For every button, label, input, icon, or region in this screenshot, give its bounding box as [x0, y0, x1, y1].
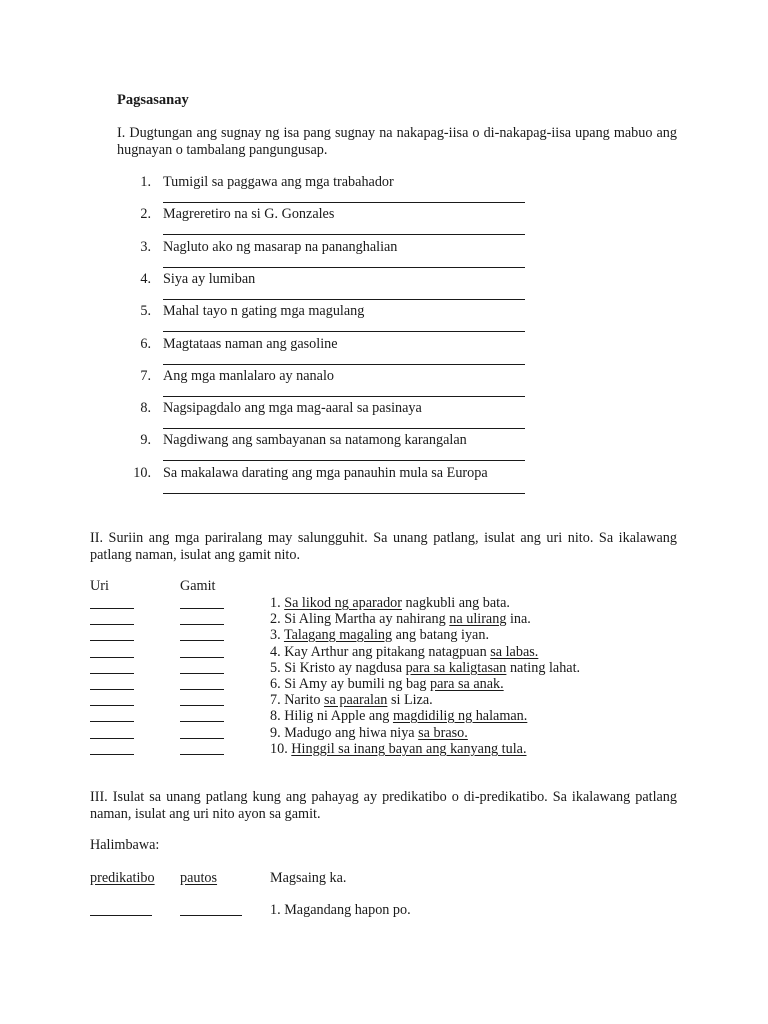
gamit-blank[interactable]: [180, 608, 224, 609]
uri-blank[interactable]: [90, 640, 134, 641]
part1-answer-line[interactable]: [163, 299, 525, 300]
underlined-phrase: para sa kaligtasan: [405, 660, 507, 676]
part1-item-text: Tumigil sa paggawa ang mga trabahador: [163, 174, 394, 190]
part2-item-text: si Liza.: [387, 692, 433, 708]
part1-item-number: 6.: [140, 336, 151, 352]
part1-item-number: 2.: [140, 206, 151, 222]
part1-item-text: Nagsipagdalo ang mga mag-aaral sa pasinaya: [163, 400, 422, 416]
uri-blank[interactable]: [90, 754, 134, 755]
part3-item-1: 1. Magandang hapon po.: [270, 902, 411, 918]
part1-item-number: 8.: [140, 400, 151, 416]
underlined-phrase: magdidilig ng halaman.: [392, 708, 528, 724]
part2-item: [270, 627, 489, 643]
part1-answer-line[interactable]: [163, 428, 525, 429]
part1-instruction: I. Dugtungan ang sugnay ng isa pang sugnay na nakapag-iisa o di-nakapag-iisa upang mabuo ang hugnayan o tambalang pangungusap.: [117, 125, 677, 158]
example-label: Halimbawa:: [90, 837, 160, 853]
part1-item-text: Mahal tayo n gating mga magulang: [163, 303, 365, 319]
gamit-blank[interactable]: [180, 705, 224, 706]
part1-item-number: 3.: [140, 239, 151, 255]
column-header-uri: Uri: [90, 578, 109, 594]
part1-item-number: 5.: [140, 303, 151, 319]
part2-item: [270, 741, 527, 757]
part1-answer-line[interactable]: [163, 234, 525, 235]
uri-blank[interactable]: [90, 705, 134, 706]
part1-item-text: Nagluto ako ng masarap na pananghalian: [163, 239, 398, 255]
part1-item-number: 10.: [133, 465, 151, 481]
underlined-phrase: sa labas.: [490, 644, 539, 660]
part2-item: [270, 660, 580, 676]
part2-item-text: nating lahat.: [506, 660, 581, 676]
page-title: Pagsasanay: [117, 92, 189, 108]
uri-blank[interactable]: [90, 624, 134, 625]
part2-item: [270, 692, 433, 708]
uri-blank[interactable]: [90, 738, 134, 739]
part1-item-number: 1.: [140, 174, 151, 190]
uri-blank[interactable]: [90, 657, 134, 658]
part2-item-text: ang batang iyan.: [392, 627, 489, 643]
part2-item-text: nagkubli ang bata.: [402, 595, 510, 611]
underlined-phrase: Hinggil sa inang bayan ang kanyang tula.: [291, 741, 527, 757]
part3-instruction: III. Isulat sa unang patlang kung ang pahayag ay predikatibo o di-predikatibo. Sa ikalawang patlang naman, isulat ang uri nito ayon sa gamit.: [90, 789, 677, 822]
gamit-blank[interactable]: [180, 738, 224, 739]
part2-item-text: 1.: [270, 595, 285, 611]
gamit-blank[interactable]: [180, 673, 224, 674]
part1-item-text: Sa makalawa darating ang mga panauhin mula sa Europa: [163, 465, 488, 481]
part2-item: [270, 595, 510, 611]
part1-item-number: 9.: [140, 432, 151, 448]
part1-item-text: Nagdiwang ang sambayanan sa natamong karangalan: [163, 432, 467, 448]
underlined-phrase: sa paaralan: [323, 692, 388, 708]
part1-item-text: Ang mga manlalaro ay nanalo: [163, 368, 334, 384]
example-answer-predikatibo: predikatibo: [90, 870, 155, 886]
gamit-blank[interactable]: [180, 721, 224, 722]
underlined-phrase: para sa anak.: [430, 676, 504, 692]
part3-blank-2[interactable]: [180, 915, 242, 916]
gamit-blank[interactable]: [180, 657, 224, 658]
part1-item-text: Magreretiro na si G. Gonzales: [163, 206, 335, 222]
part2-instruction: II. Suriin ang mga pariralang may salungguhit. Sa unang patlang, isulat ang uri nito. Sa ikalawang patlang naman, isulat ang gamit nito.: [90, 530, 677, 563]
part1-answer-line[interactable]: [163, 202, 525, 203]
part1-answer-line[interactable]: [163, 493, 525, 494]
part1-item-text: Siya ay lumiban: [163, 271, 256, 287]
part2-item-text: 4. Kay Arthur ang pitakang natagpuan: [270, 644, 491, 660]
gamit-blank[interactable]: [180, 640, 224, 641]
uri-blank[interactable]: [90, 721, 134, 722]
part2-item-text: 2. Si Aling Martha ay nahirang: [270, 611, 450, 627]
part2-item: [270, 611, 531, 627]
part3-blank-1[interactable]: [90, 915, 152, 916]
uri-blank[interactable]: [90, 608, 134, 609]
part2-item: [270, 676, 504, 692]
part2-item-text: 10.: [270, 741, 292, 757]
part1-answer-line[interactable]: [163, 364, 525, 365]
part1-answer-line[interactable]: [163, 396, 525, 397]
underlined-phrase: Talagang magaling: [283, 627, 393, 643]
part2-item: [270, 644, 538, 660]
gamit-blank[interactable]: [180, 689, 224, 690]
part2-item-text: ina.: [506, 611, 531, 627]
part2-item: [270, 725, 468, 741]
part2-item-text: 5. Si Kristo ay nagdusa: [270, 660, 406, 676]
column-header-gamit: Gamit: [180, 578, 216, 594]
part2-item: [270, 708, 527, 724]
underlined-phrase: sa braso.: [418, 725, 468, 741]
underlined-phrase: Sa likod ng aparador: [284, 595, 402, 611]
part1-answer-line[interactable]: [163, 460, 525, 461]
part2-item-text: 3.: [270, 627, 284, 643]
uri-blank[interactable]: [90, 673, 134, 674]
part1-item-number: 7.: [140, 368, 151, 384]
part1-item-number: 4.: [140, 271, 151, 287]
example-answer-pautos: pautos: [180, 870, 218, 886]
gamit-blank[interactable]: [180, 624, 224, 625]
part2-item-text: 6. Si Amy ay bumili ng bag: [270, 676, 431, 692]
part2-item-text: 9. Madugo ang hiwa niya: [270, 725, 419, 741]
part2-item-text: 7. Narito: [270, 692, 324, 708]
gamit-blank[interactable]: [180, 754, 224, 755]
example-sentence: Magsaing ka.: [270, 870, 347, 886]
part2-item-text: 8. Hilig ni Apple ang: [270, 708, 393, 724]
underlined-phrase: na ulirang: [449, 611, 507, 627]
uri-blank[interactable]: [90, 689, 134, 690]
part1-item-text: Magtataas naman ang gasoline: [163, 336, 338, 352]
part1-answer-line[interactable]: [163, 267, 525, 268]
part1-answer-line[interactable]: [163, 331, 525, 332]
